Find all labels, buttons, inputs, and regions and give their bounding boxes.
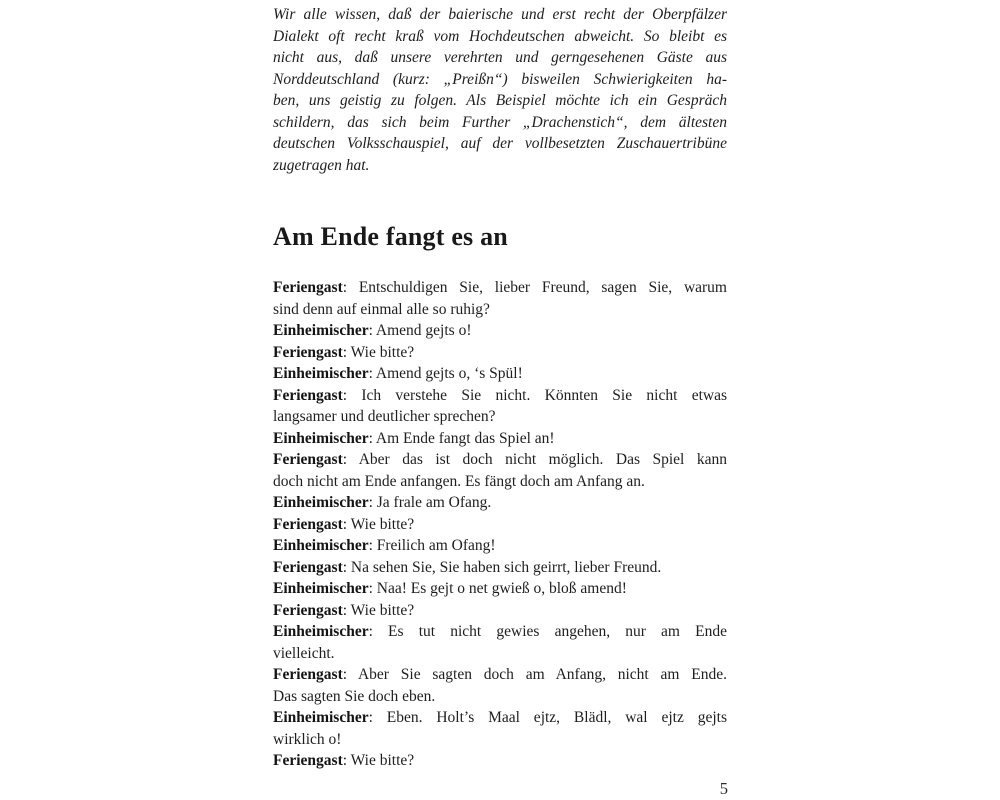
speaker-name: Einheimischer (273, 365, 369, 382)
speaker-name: Einheimischer (273, 429, 369, 447)
dialogue-line: langsamer und deutlicher sprechen? (273, 408, 496, 425)
speaker-name: Feriengast (273, 451, 343, 468)
intro-line: nicht aus, daß unsere verehrten und gerngesehenen Gäste aus (273, 49, 727, 66)
intro-line: deutschen Volksschauspiel, auf der vollbesetzten Zuschauertribüne (273, 135, 727, 152)
dialogue-line: vielleicht. (273, 644, 335, 662)
dialogue-line: wirklich o! (273, 730, 342, 748)
chapter-heading: Am Ende fangt es an (273, 222, 508, 251)
speaker-name: Feriengast (273, 279, 343, 296)
dialogue-line: Einheimischer: Freilich am Ofang! (273, 537, 496, 554)
intro-line: Dialekt oft recht kraß vom Hochdeutschen abweicht. So bleibt es (273, 27, 727, 45)
dialogue-line: Einheimischer: Es tut nicht gewies angehen, nur am Ende (273, 623, 727, 640)
intro-line: zugetragen hat. (273, 156, 370, 174)
intro-paragraph (273, 4, 727, 176)
dialogue-line: Einheimischer: Eben. Holt’s Maal ejtz, Blädl, wal ejtz gejts (273, 709, 727, 726)
intro-line: Norddeutschland (kurz: „Preißn“) bisweilen Schwierigkeiten ha- (273, 70, 727, 88)
dialogue-line: Feriengast: Aber das ist doch nicht möglich. Das Spiel kann (273, 451, 727, 468)
speaker-name: Feriengast (273, 752, 343, 769)
speaker-name: Einheimischer (273, 537, 369, 554)
dialogue-line: Einheimischer: Ja frale am Ofang. (273, 494, 492, 511)
speaker-name: Feriengast (273, 558, 343, 576)
speaker-name: Einheimischer (273, 709, 369, 726)
intro-line: schildern, das sich beim Further „Drachenstich“, dem ältesten (273, 113, 727, 131)
speaker-name: Einheimischer (273, 623, 369, 640)
speaker-name: Feriengast (273, 601, 343, 619)
dialogue-line: Feriengast: Ich verstehe Sie nicht. Könnten Sie nicht etwas (273, 386, 727, 404)
dialogue-line: Feriengast: Entschuldigen Sie, lieber Freund, sagen Sie, warum (273, 279, 727, 296)
intro-line: ben, uns geistig zu folgen. Als Beispiel möchte ich ein Gespräch (273, 92, 727, 109)
speaker-name: Feriengast (273, 343, 343, 361)
dialogue-line: Einheimischer: Amend gejts o! (273, 322, 472, 339)
dialogue-block (273, 277, 727, 772)
speaker-name: Feriengast (273, 515, 343, 533)
dialogue-line: Feriengast: Wie bitte? (273, 515, 415, 533)
dialogue-line: Das sagten Sie doch eben. (273, 687, 436, 705)
speaker-name: Einheimischer (273, 494, 369, 511)
dialogue-line: Feriengast: Na sehen Sie, Sie haben sich geirrt, lieber Freund. (273, 558, 662, 576)
speaker-name: Einheimischer (273, 322, 369, 339)
dialogue-line: sind denn auf einmal alle so ruhig? (273, 300, 490, 318)
dialogue-line: Einheimischer: Amend gejts o, ‘s Spül! (273, 365, 523, 382)
speaker-name: Feriengast (273, 386, 343, 404)
dialogue-line: Feriengast: Wie bitte? (273, 601, 415, 619)
text-column (273, 4, 727, 772)
dialogue-line: doch nicht am Ende anfangen. Es fängt doch am Anfang an. (273, 472, 645, 490)
dialogue-line: Einheimischer: Naa! Es gejt o net gwieß o, bloß amend! (273, 580, 627, 597)
dialogue-line: Feriengast: Wie bitte? (273, 343, 415, 361)
intro-line: Wir alle wissen, daß der baierische und erst recht der Oberpfälzer (273, 6, 727, 23)
speaker-name: Einheimischer (273, 580, 369, 597)
dialogue-line: Einheimischer: Am Ende fangt das Spiel an! (273, 429, 555, 447)
dialogue-line: Feriengast: Wie bitte? (273, 752, 415, 769)
page-number: 5 (719, 779, 728, 798)
dialogue-line: Feriengast: Aber Sie sagten doch am Anfang, nicht am Ende. (273, 666, 727, 683)
speaker-name: Feriengast (273, 666, 343, 683)
